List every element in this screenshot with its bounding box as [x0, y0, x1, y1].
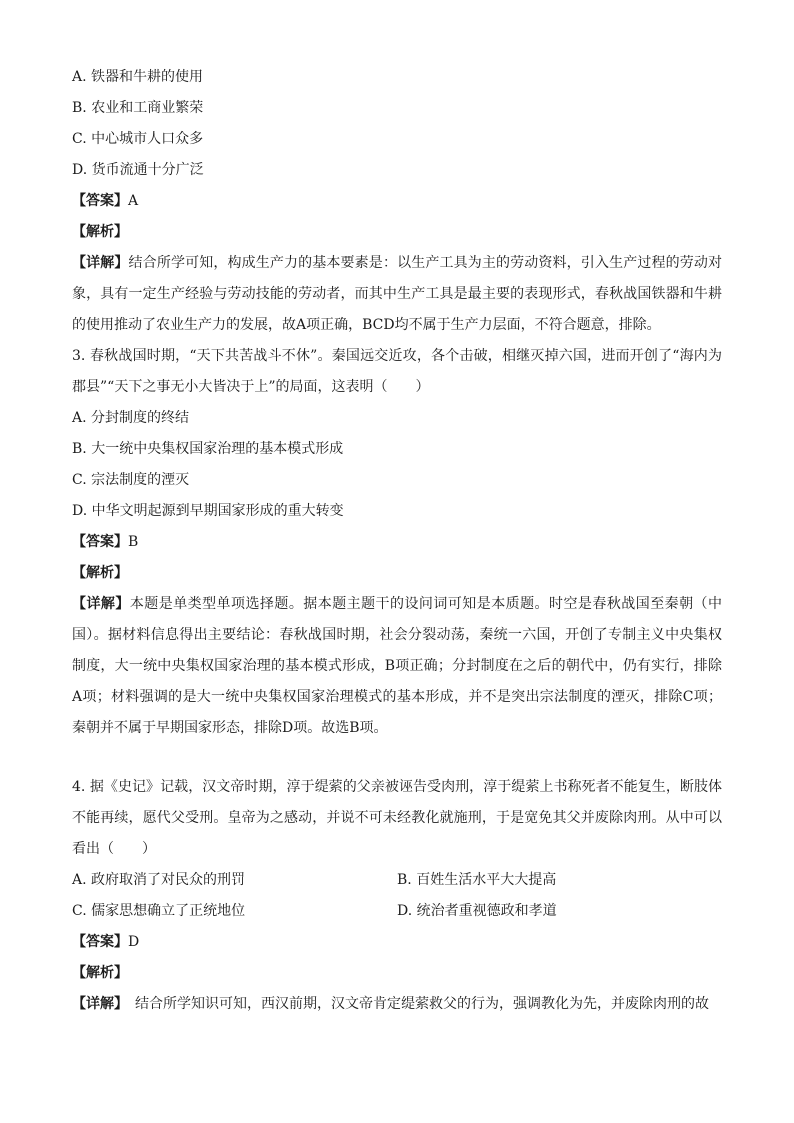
- detail-tag: 【详解】: [72, 596, 130, 612]
- detail-tag: 【详解】: [72, 996, 121, 1012]
- q2-answer: [72, 186, 722, 217]
- q4-stem: 4. 据《史记》记载，汉文帝时期，淳于缇萦的父亲被诬告受肉刑，淳于缇萦上书称死者不能复生，断肢体不能再续，愿代父受刑。皇帝为之感动，并说不可未经教化就施刑，于是宽免其父并废除肉刑。从中可以看出（ ）: [72, 779, 722, 857]
- detail-text: 结合所学知识可知，西汉前期，汉文帝肯定缇萦救父的行为，强调教化为先，并废除肉刑的故: [121, 996, 709, 1012]
- detail-tag: 【详解】: [72, 255, 129, 271]
- answer-value: B: [128, 534, 139, 550]
- q3-detail: [72, 589, 722, 744]
- answer-value: A: [128, 193, 139, 209]
- q4-options-row-2: [72, 896, 722, 927]
- q4-option-a: A. 政府取消了对民众的刑罚: [72, 872, 246, 888]
- q3-option-c: C. 宗法制度的湮灭: [72, 472, 190, 488]
- detail-text: 本题是单类型单项选择题。据本题主题干的设问词可知是本质题。时空是春秋战国至秦朝（中国）。据材料信息得出主要结论：春秋战国时期，社会分裂动荡，秦统一六国，开创了专制主义中央集权制度，大一统中央集权国家治理的基本模式形成，B项正确；分封制度在之后的朝代中，仍有实行，排除A项；材料强调的是大一统中央集权国家治理模式的基本形成，并不是突出宗法制度的湮灭，排除C项；秦朝并不属于早期国家形态，排除D项。故选B项。: [72, 596, 723, 736]
- q4-detail: [72, 989, 722, 1020]
- q2-option-d: D. 货币流通十分广泛: [72, 162, 204, 178]
- q3-stem: 3. 春秋战国时期，“天下共苦战斗不休”。秦国远交近攻，各个击破，相继灭掉六国，进而开创了“海内为郡县”“天下之事无小大皆决于上”的局面，这表明（ ）: [72, 348, 722, 395]
- q3-analysis-heading: [72, 558, 722, 589]
- q2-detail: [72, 248, 722, 341]
- q4-option-b: B. 百姓生活水平大大提高: [397, 872, 557, 888]
- analysis-tag: 【解析】: [72, 965, 128, 981]
- q4-answer: [72, 927, 722, 958]
- answer-tag: 【答案】: [72, 193, 128, 209]
- answer-value: D: [128, 934, 140, 950]
- q4-analysis-heading: [72, 958, 722, 989]
- q3-answer: [72, 527, 722, 558]
- q2-option-b: B. 农业和工商业繁荣: [72, 100, 204, 116]
- q4-option-d: D. 统治者重视德政和孝道: [397, 903, 557, 919]
- q4-options-row-1: [72, 865, 722, 896]
- q2-option-a: A. 铁器和牛耕的使用: [72, 69, 204, 85]
- q3-option-b: B. 大一统中央集权国家治理的基本模式形成: [72, 441, 344, 457]
- q3-option-d: D. 中华文明起源到早期国家形成的重大转变: [72, 503, 344, 519]
- analysis-tag: 【解析】: [72, 565, 128, 581]
- analysis-tag: 【解析】: [72, 224, 128, 240]
- answer-tag: 【答案】: [72, 534, 128, 550]
- q2-analysis-heading: [72, 217, 722, 248]
- q2-option-c: C. 中心城市人口众多: [72, 131, 204, 147]
- q3-option-a: A. 分封制度的终结: [72, 410, 190, 426]
- detail-text: 结合所学可知，构成生产力的基本要素是：以生产工具为主的劳动资料，引入生产过程的劳动对象，具有一定生产经验与劳动技能的劳动者，而其中生产工具是最主要的表现形式，春秋战国铁器和牛耕的使用推动了农业生产力的发展，故A项正确，BCD均不属于生产力层面，不符合题意，排除。: [72, 255, 723, 333]
- q4-option-c: C. 儒家思想确立了正统地位: [72, 903, 246, 919]
- answer-tag: 【答案】: [72, 934, 128, 950]
- document-page: [72, 62, 722, 1020]
- spacer: [72, 744, 722, 772]
